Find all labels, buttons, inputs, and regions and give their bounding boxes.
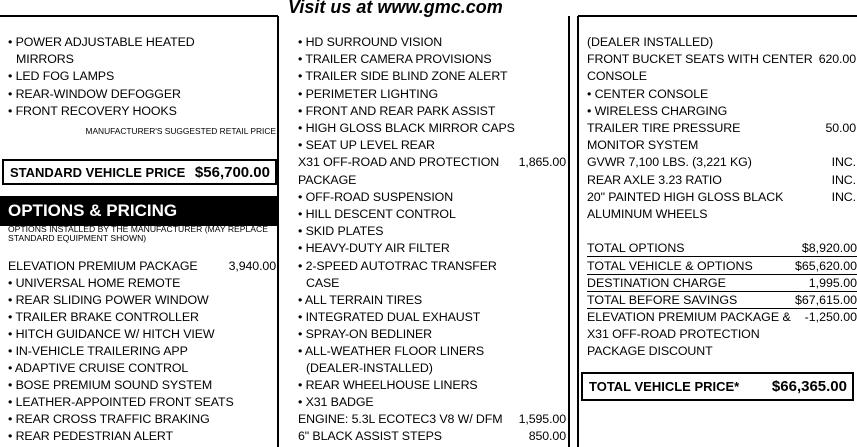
- column-options-continued: [298, 16, 570, 447]
- package-line: [8, 258, 276, 275]
- discount-label: PACKAGE DISCOUNT: [587, 344, 713, 358]
- option-item: • FRONT AND REAR PARK ASSIST: [298, 104, 496, 118]
- option-item: (DEALER-INSTALLED): [306, 361, 433, 375]
- package-item: • LEATHER-APPOINTED FRONT SEATS: [8, 395, 234, 409]
- column-totals: [578, 16, 857, 447]
- package-item: • TRAILER BRAKE CONTROLLER: [8, 310, 199, 324]
- package-label: ELEVATION PREMIUM PACKAGE: [8, 259, 198, 273]
- gvwr-price: INC.: [831, 155, 856, 169]
- option-item: • REAR WHEELHOUSE LINERS: [298, 378, 478, 392]
- package-item: • UNIVERSAL HOME REMOTE: [8, 276, 181, 290]
- option-item: • WIRELESS CHARGING: [587, 104, 728, 118]
- engine-price: 1,595.00: [518, 412, 566, 426]
- summary-label: TOTAL BEFORE SAVINGS: [587, 293, 738, 307]
- option-item: • TRAILER SIDE BLIND ZONE ALERT: [298, 69, 508, 83]
- standard-price-box: [2, 159, 277, 185]
- x31-package-label: X31 OFF-ROAD AND PROTECTION: [298, 155, 500, 169]
- bucket-seats-line: [587, 51, 856, 68]
- bucket-seats-label: CONSOLE: [587, 69, 647, 83]
- x31-package-label: PACKAGE: [298, 173, 357, 187]
- summary-value: $8,920.00: [801, 241, 857, 255]
- standard-price-label: STANDARD VEHICLE PRICE: [10, 165, 186, 180]
- tire-pressure-label: TRAILER TIRE PRESSURE: [587, 121, 741, 135]
- dealer-installed-note: (DEALER INSTALLED): [587, 35, 714, 49]
- option-item: • X31 BADGE: [298, 395, 374, 409]
- assist-steps-price: 850.00: [528, 429, 566, 443]
- option-item: • TRAILER CAMERA PROVISIONS: [298, 52, 492, 66]
- option-item: • 2-SPEED AUTOTRAC TRANSFER: [298, 259, 497, 273]
- bucket-seats-price: 620.00: [818, 52, 856, 66]
- msrp-note: MANUFACTURER'S SUGGESTED RETAIL PRICE: [85, 126, 276, 136]
- options-note: OPTIONS INSTALLED BY THE MANUFACTURER (MAY REPLACE: [8, 224, 268, 234]
- option-item: • SKID PLATES: [298, 224, 384, 238]
- option-item: • PERIMETER LIGHTING: [298, 87, 439, 101]
- option-item: • ALL TERRAIN TIRES: [298, 293, 423, 307]
- options-note: STANDARD EQUIPMENT SHOWN): [8, 233, 147, 243]
- assist-steps-label: 6" BLACK ASSIST STEPS: [298, 429, 442, 443]
- wheels-label: 20" PAINTED HIGH GLOSS BLACK: [587, 190, 784, 204]
- x31-package-price: 1,865.00: [518, 155, 566, 169]
- package-item: • BOSE PREMIUM SOUND SYSTEM: [8, 378, 213, 392]
- summary-row-destination: [587, 275, 857, 292]
- option-item: • HILL DESCENT CONTROL: [298, 207, 456, 221]
- feature-line: • LED FOG LAMPS: [8, 69, 115, 83]
- summary-row-total-options: [587, 240, 857, 257]
- summary-value: -1,250.00: [804, 310, 857, 324]
- rear-axle-label: REAR AXLE 3.23 RATIO: [587, 173, 722, 187]
- visit-website-link[interactable]: Visit us at www.gmc.com: [288, 0, 503, 17]
- summary-label: TOTAL VEHICLE & OPTIONS: [587, 259, 753, 273]
- package-price: 3,940.00: [228, 259, 276, 273]
- summary-row-vehicle-options: [587, 258, 857, 275]
- tire-pressure-price: 50.00: [825, 121, 856, 135]
- gvwr-label: GVWR 7,100 LBS. (3,221 KG): [587, 155, 752, 169]
- option-item: CASE: [306, 276, 340, 290]
- feature-line: • REAR-WINDOW DEFOGGER: [8, 87, 181, 101]
- option-item: • SPRAY-ON BEDLINER: [298, 327, 432, 341]
- summary-row-before-savings: [587, 292, 857, 309]
- summary-value: $67,615.00: [794, 293, 857, 307]
- header-bar: [0, 0, 857, 16]
- summary-value: 1,995.00: [808, 276, 857, 290]
- summary-row-discount: [587, 309, 857, 326]
- option-item: • HIGH GLOSS BLACK MIRROR CAPS: [298, 121, 515, 135]
- option-item: • CENTER CONSOLE: [587, 87, 709, 101]
- total-vehicle-price-box: [581, 372, 854, 401]
- wheels-line: [587, 189, 856, 206]
- engine-label: ENGINE: 5.3L ECOTEC3 V8 W/ DFM: [298, 412, 503, 426]
- wheels-label: ALUMINUM WHEELS: [587, 207, 708, 221]
- feature-line: • POWER ADJUSTABLE HEATED: [8, 35, 195, 49]
- total-vehicle-price-value: $66,365.00: [771, 378, 847, 395]
- discount-label: X31 OFF-ROAD PROTECTION: [587, 327, 760, 341]
- tire-pressure-label: MONITOR SYSTEM: [587, 138, 699, 152]
- summary-label: TOTAL OPTIONS: [587, 241, 685, 255]
- summary-value: $65,620.00: [794, 259, 857, 273]
- option-item: • SEAT UP LEVEL REAR: [298, 138, 435, 152]
- engine-line: [298, 411, 566, 428]
- gvwr-line: [587, 154, 856, 171]
- total-vehicle-price-label: TOTAL VEHICLE PRICE*: [589, 379, 740, 394]
- package-item: • REAR CROSS TRAFFIC BRAKING: [8, 412, 210, 426]
- standard-price-value: $56,700.00: [194, 164, 270, 181]
- package-item: • REAR SLIDING POWER WINDOW: [8, 293, 209, 307]
- bucket-seats-label: FRONT BUCKET SEATS WITH CENTER: [587, 52, 813, 66]
- feature-line: MIRRORS: [16, 52, 74, 66]
- option-item: • ALL-WEATHER FLOOR LINERS: [298, 344, 485, 358]
- options-heading: OPTIONS & PRICING: [8, 201, 178, 220]
- assist-steps-line: [298, 428, 566, 445]
- package-item: • REAR PEDESTRIAN ALERT: [8, 429, 173, 443]
- option-item: • INTEGRATED DUAL EXHAUST: [298, 310, 481, 324]
- rear-axle-price: INC.: [831, 173, 856, 187]
- option-item: • OFF-ROAD SUSPENSION: [298, 190, 454, 204]
- package-item: • IN-VEHICLE TRAILERING APP: [8, 344, 188, 358]
- package-item: • HITCH GUIDANCE W/ HITCH VIEW: [8, 327, 215, 341]
- column-standard-and-options: [0, 16, 278, 447]
- option-item: • HD SURROUND VISION: [298, 35, 443, 49]
- feature-line: • FRONT RECOVERY HOOKS: [8, 104, 177, 118]
- options-heading-bar: [0, 196, 278, 226]
- option-item: • HEAVY-DUTY AIR FILTER: [298, 241, 450, 255]
- summary-label: DESTINATION CHARGE: [587, 276, 726, 290]
- x31-package-line: [298, 154, 566, 171]
- rear-axle-line: [587, 172, 856, 189]
- package-item: • ADAPTIVE CRUISE CONTROL: [8, 361, 189, 375]
- wheels-price: INC.: [831, 190, 856, 204]
- summary-label: ELEVATION PREMIUM PACKAGE &: [587, 310, 791, 324]
- tire-pressure-line: [587, 120, 856, 137]
